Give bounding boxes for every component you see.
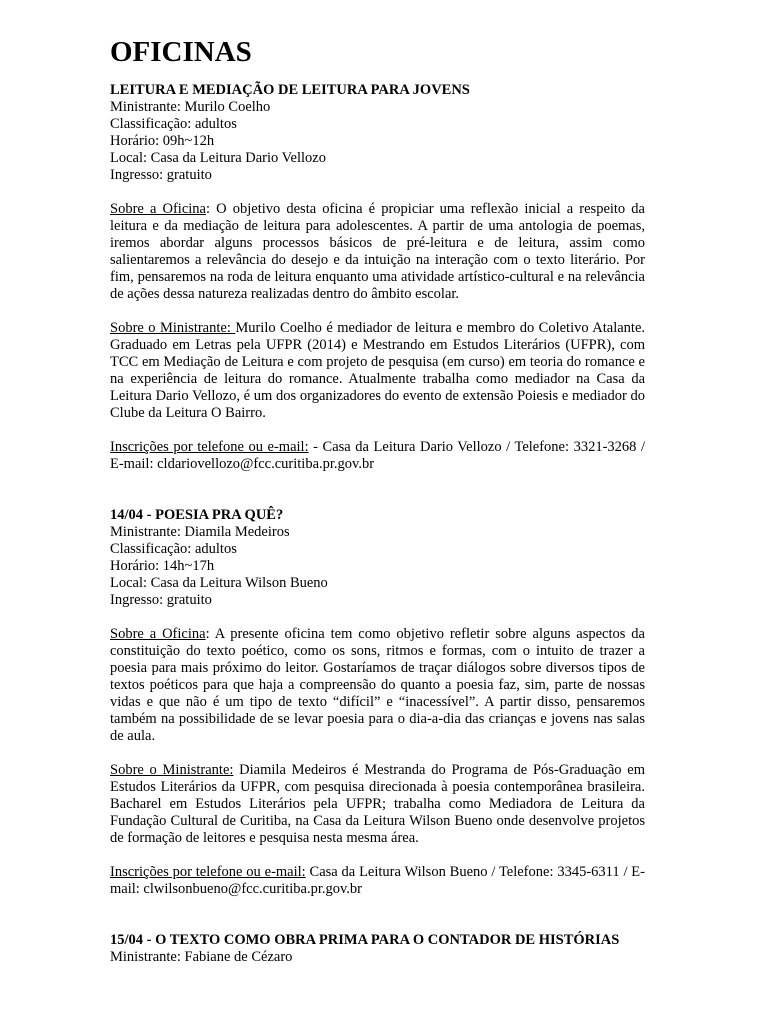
about-instructor-label: Sobre o Ministrante: [110, 320, 236, 336]
registration-label: Inscrições por telefone ou e-mail: [110, 439, 309, 455]
about-workshop-label: Sobre a Oficina [110, 626, 206, 642]
workshop-heading: 15/04 - O TEXTO COMO OBRA PRIMA PARA O CONTADOR DE HISTÓRIAS [110, 932, 620, 948]
workshop-local: Local: Casa da Leitura Dario Vellozo [110, 150, 326, 166]
about-instructor-text: Murilo Coelho é mediador de leitura e membro do Coletivo Atalante. Graduado em Letras pela UFPR (2014) e Mestrando em Estudos Literários (UFPR), com TCC em Mediação de Leitura e com projeto de pesquisa (em curso) em teoria do romance e na experiência de leitura do romance. Atualmente trabalha como mediador na Casa da Leitura Dario Vellozo, é um dos organizadores do evento de extensão Poiesis e mediador do Clube da Leitura O Bairro. [110, 320, 646, 421]
workshop-heading: 14/04 - POESIA PRA QUÊ? [110, 507, 284, 523]
workshop-1 [110, 82, 645, 473]
workshop-classificacao: Classificação: adultos [110, 541, 237, 557]
about-workshop-text: : O objetivo desta oficina é propiciar uma reflexão inicial a respeito da leitura e da mediação de leitura para adolescentes. A partir de uma antologia de poemas, iremos abordar alguns processos básicos de pré-leitura e de leitura, assim como salientaremos a relevância do desejo e da intuição na interação com o texto literário. Por fim, pensaremos na roda de leitura enquanto uma atividade artístico-cultural e na relevância de ações dessa natureza realizadas dentro do âmbito escolar. [110, 201, 645, 302]
workshop-3 [110, 932, 645, 966]
page-title: OFICINAS [110, 36, 252, 68]
registration-info [110, 864, 645, 898]
workshop-horario: Horário: 09h~12h [110, 133, 215, 149]
registration-text: - Casa da Leitura Dario Vellozo / Telefone: 3321-3268 / E-mail: cldariovellozo@fcc.curitiba.pr.gov.br [110, 439, 645, 472]
instructor-about [110, 320, 645, 422]
workshop-about [110, 626, 645, 745]
registration-label: Inscrições por telefone ou e-mail: [110, 864, 306, 880]
workshop-local: Local: Casa da Leitura Wilson Bueno [110, 575, 328, 591]
workshop-heading: LEITURA E MEDIAÇÃO DE LEITURA PARA JOVENS [110, 82, 470, 98]
about-instructor-text: Diamila Medeiros é Mestranda do Programa de Pós-Graduação em Estudos Literários da UFPR, com pesquisa direcionada à poesia contemporânea brasileira. Bacharel em Estudos Literários pela UFPR; trabalha como Mediadora de Leitura da Fundação Cultural de Curitiba, na Casa da Leitura Wilson Bueno onde desenvolve projetos de formação de leitores e pesquisa nesta mesma área. [110, 762, 645, 846]
about-workshop-text: : A presente oficina tem como objetivo refletir sobre alguns aspectos da constituição do texto poético, como os sons, ritmos e formas, com o intuito de trazer a poesia para mais próximo do leitor. Gostaríamos de traçar diálogos sobre diversos tipos de textos poéticos para que haja a compreensão do quanto a poesia faz, sim, parte de nossas vidas e que não é um tipo de texto “difícil” e “inacessível”. A partir disso, pensaremos também na possibilidade de se levar poesia para o dia-a-dia das crianças e jovens nas salas de aula. [110, 626, 645, 744]
about-instructor-label: Sobre o Ministrante: [110, 762, 234, 778]
instructor-about [110, 762, 645, 847]
workshop-classificacao: Classificação: adultos [110, 116, 237, 132]
workshop-ministrante: Ministrante: Fabiane de Cézaro [110, 949, 293, 965]
workshop-ministrante: Ministrante: Murilo Coelho [110, 99, 271, 115]
registration-info [110, 439, 645, 473]
workshop-ingresso: Ingresso: gratuito [110, 592, 212, 608]
workshop-horario: Horário: 14h~17h [110, 558, 215, 574]
workshop-ministrante: Ministrante: Diamila Medeiros [110, 524, 290, 540]
workshop-about [110, 201, 645, 303]
document-body [110, 34, 645, 966]
about-workshop-label: Sobre a Oficina [110, 201, 206, 217]
registration-text: Casa da Leitura Wilson Bueno / Telefone: 3345-6311 / E-mail: clwilsonbueno@fcc.curitiba.pr.gov.br [110, 864, 645, 897]
workshop-ingresso: Ingresso: gratuito [110, 167, 212, 183]
workshop-2 [110, 507, 645, 898]
